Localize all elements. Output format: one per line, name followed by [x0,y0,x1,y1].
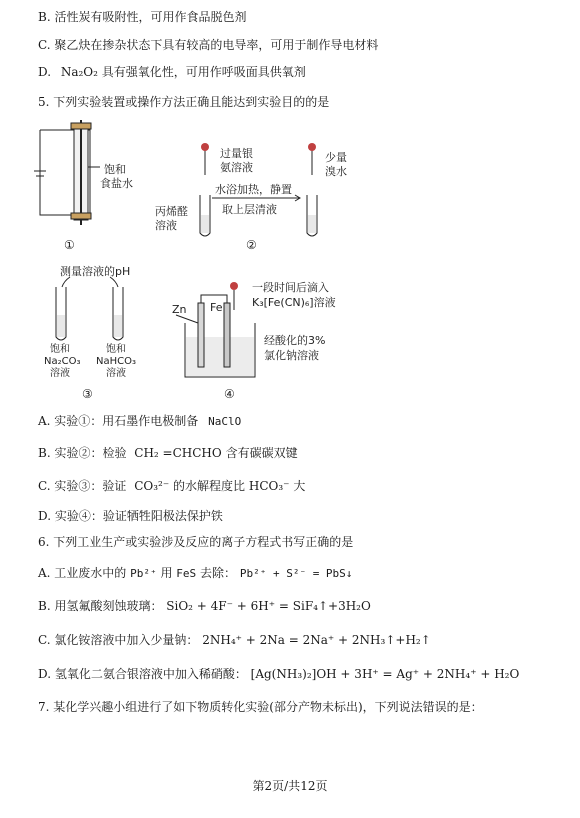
q5-option-a-text: A. 实验①：用石墨作电极制备 [38,414,199,428]
fig3-left-2: Na₂CO₃ [44,356,81,367]
q5-option-b-formula: CH₂ =CHCHO [134,446,222,460]
q5-option-a [38,413,241,430]
q6-option-b-equation: SiO₂ + 4F⁻ + 6H⁺ = SiF₄↑+3H₂O [166,599,371,613]
fig4-note-2: K₃[Fe(CN)₆]溶液 [252,296,336,309]
fig4-note-3: 经酸化的3% [264,334,326,347]
dropper-bulb-2 [308,143,316,151]
fig2-reagent2-bottom: 溴水 [325,165,347,178]
fig1-label-top: 饱和 [104,163,126,176]
fig2-reagent2-top: 少量 [325,151,347,164]
fig3-left-3: 溶液 [50,368,70,379]
q5-option-b-text: B. 实验②：检验 [38,446,127,460]
fig2-number: ② [246,238,257,252]
question-7-stem: 7. 某化学兴趣小组进行了如下物质转化实验(部分产物未标出)，下列说法错误的是： [38,700,483,714]
figure-1-electrolysis [34,120,100,225]
option-d-line [38,64,306,80]
q6-option-a-mid2: 去除： [200,566,237,580]
q6-option-c-text: C. 氯化铵溶液中加入少量钠： [38,633,199,647]
q6-option-a-equation: Pb²⁺ + S²⁻ = PbS↓ [239,567,353,580]
q6-option-a [38,565,352,582]
q6-option-c [38,632,431,648]
q5-option-c-formula1: CO₃²⁻ [134,479,170,493]
fig3-right-3: 溶液 [106,368,126,379]
q6-option-d-equation: [Ag(NH₃)₂]OH + 3H⁺ = Ag⁺ + 2NH₄⁺ + H₂O [250,667,520,681]
fig2-arrow-top: 水浴加热，静置 [215,183,292,196]
fig4-note-1: 一段时间后滴入 [252,281,329,294]
page-footer: 第2页/共12页 [252,779,328,793]
fig4-dropper-bulb [230,282,238,290]
fig3-number: ③ [82,387,93,401]
option-c-text: C. 聚乙炔在掺杂状态下具有较高的电导率，可用于制作导电材料 [38,38,379,52]
fig2-left-top: 丙烯醛 [155,205,188,218]
q5-option-c-rest: 大 [293,479,306,493]
fig2-arrow-bottom: 取上层清液 [222,203,277,216]
experiment-figures [0,115,580,415]
option-d-prefix: D. [38,65,52,79]
q6-option-b [38,598,371,614]
fig2-left-bottom: 溶液 [155,219,177,232]
q6-option-a-text: A. 工业废水中的 [38,566,127,580]
fig3-title: 测量溶液的pH [60,265,131,278]
fig1-number: ① [64,238,75,252]
question-5-stem: 5. 下列实验装置或操作方法正确且能达到实验目的的是 [38,95,330,109]
q6-option-d [38,666,519,682]
q5-option-b-rest: 含有碳碳双键 [225,446,298,460]
fig3-left-1: 饱和 [50,344,70,355]
fig4-note-4: 氯化钠溶液 [264,349,319,362]
fig3-right-2: NaHCO₃ [96,356,136,367]
q6-option-a-mid: 用 [160,566,173,580]
q5-option-c [38,478,305,494]
option-d-rest: 具有强氧化性，可用作呼吸面具供氧剂 [101,65,306,79]
fig3-right-1: 饱和 [106,344,126,355]
option-b-text: B. 活性炭有吸附性，可用作食品脱色剂 [38,10,247,24]
fig2-reagent1-bottom: 氨溶液 [220,161,253,174]
q5-option-b [38,445,298,461]
dropper-bulb-1 [201,143,209,151]
fig4-zn: Zn [172,303,187,316]
q6-option-b-text: B. 用氢氟酸刻蚀玻璃： [38,599,163,613]
q6-option-a-fes: FeS [176,567,197,580]
q6-option-c-equation: 2NH₄⁺ + 2Na = 2Na⁺ + 2NH₃↑+H₂↑ [202,633,431,647]
fig1-label-bottom: 食盐水 [100,177,133,190]
fig2-reagent1-top: 过量银 [220,147,253,160]
q5-option-c-mid: 的水解程度比 [173,479,246,493]
q5-option-c-text: C. 实验③：验证 [38,479,127,493]
q5-option-d: D. 实验④：验证牺牲阳极法保护铁 [38,509,223,523]
q6-option-d-text: D. 氢氧化二氨合银溶液中加入稀硝酸： [38,667,247,681]
figure-3-ph-tubes [56,277,123,340]
fig4-number: ④ [224,387,235,401]
question-6-stem: 6. 下列工业生产或实验涉及反应的离子方程式书写正确的是 [38,535,354,549]
option-d-formula: Na₂O₂ [60,65,98,79]
fig4-fe: Fe [210,301,223,314]
q6-option-a-pb: Pb²⁺ [130,567,157,580]
q5-option-c-formula2: HCO₃⁻ [248,479,290,493]
q5-option-a-formula: NaClO [208,415,242,428]
